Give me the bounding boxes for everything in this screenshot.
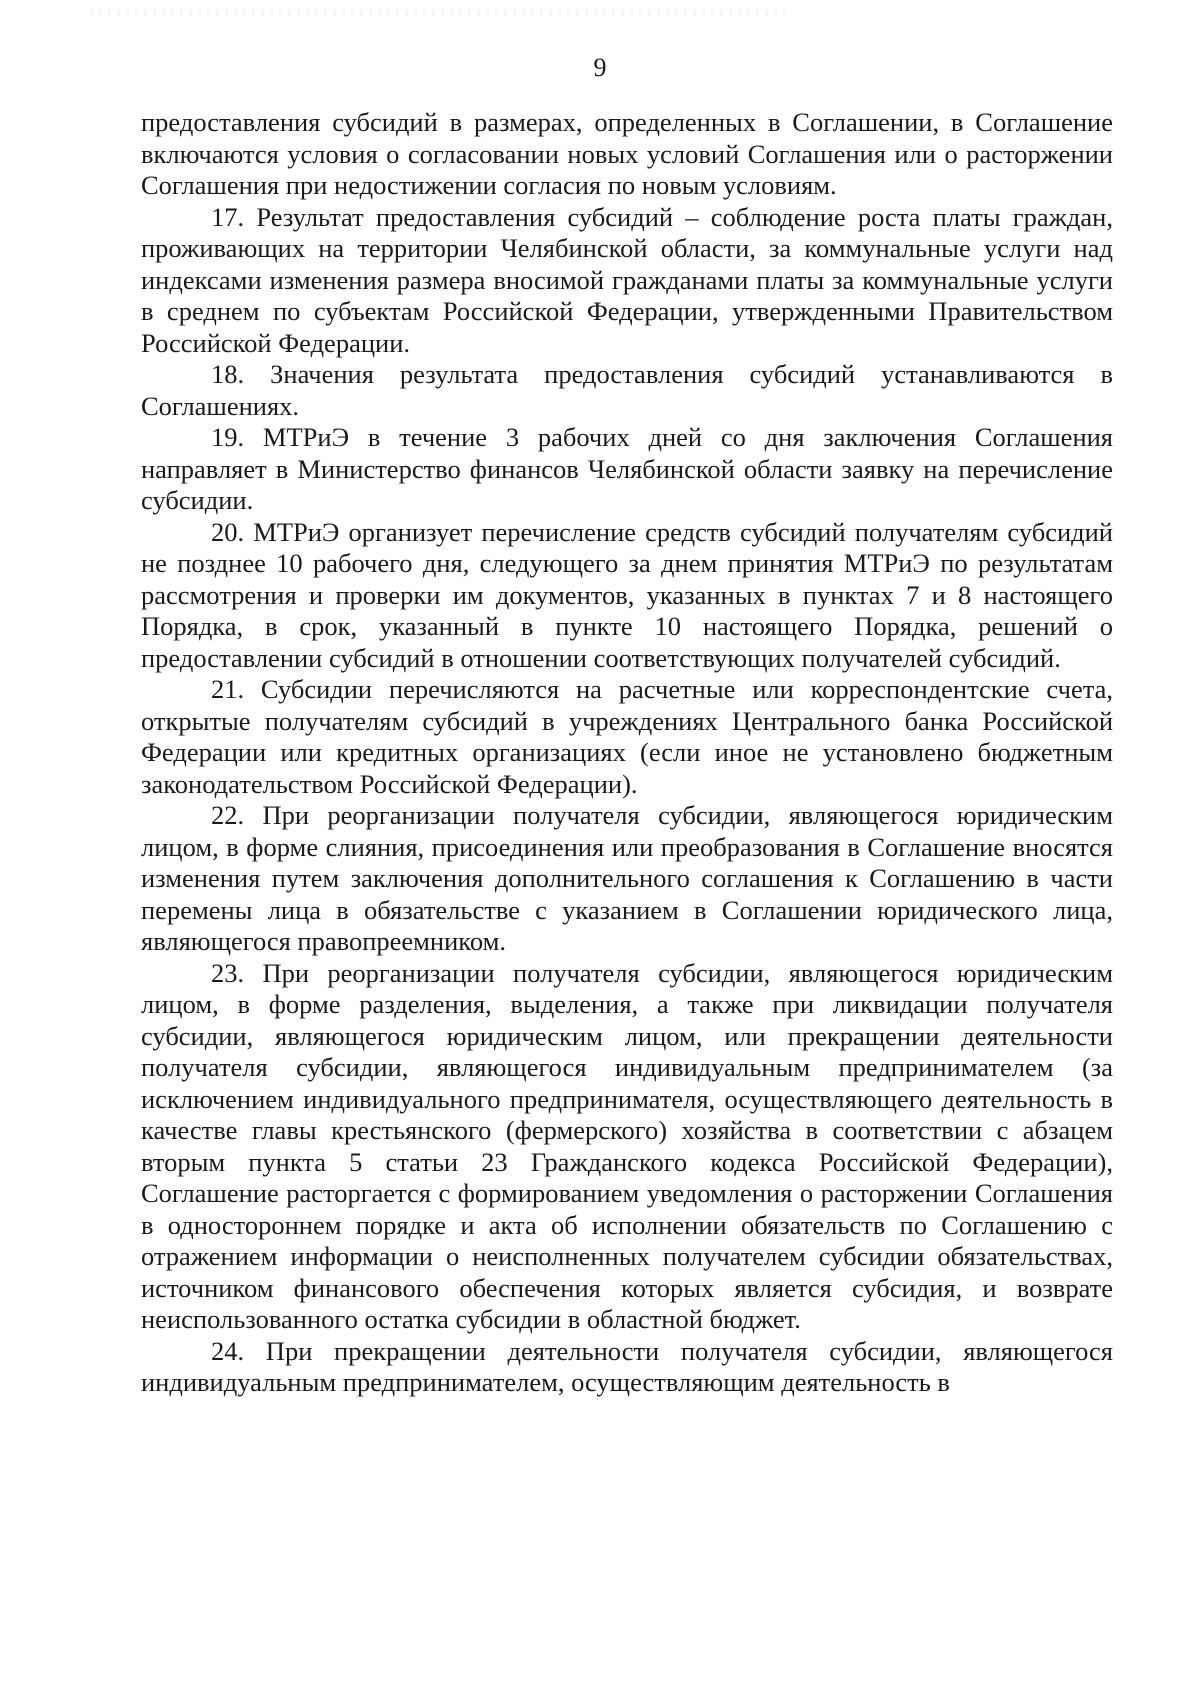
paragraph-22: 22. При реорганизации получателя субсидии, являющегося юридическим лицом, в форме слияния, присоединения или преобразования в Соглашение вносятся изменения путем заключения дополнительного соглашения к Соглашению в части перемены лица в обязательстве с указанием в Соглашении юридического лица, являющегося правопреемником. [141, 800, 1113, 956]
paragraph-21: 21. Субсидии перечисляются на расчетные или корреспондентские счета, открытые получателям субсидий в учреждениях Центрального банка Российской Федерации или кредитных организациях (если иное не установлено бюджетным законодательством Российской Федерации). [141, 674, 1113, 799]
paragraph-18: 18. Значения результата предоставления субсидий устанавливаются в Соглашениях. [141, 359, 1113, 421]
paragraph-continuation: предоставления субсидий в размерах, определенных в Соглашении, в Соглашение включаются условия о согласовании новых условий Соглашения или о расторжении Соглашения при недостижении согласия по новым условиям. [141, 107, 1113, 200]
paragraph-17: 17. Результат предоставления субсидий – соблюдение роста платы граждан, проживающих на территории Челябинской области, за коммунальные услуги над индексами изменения размера вносимой гражданами платы за коммунальные услуги в среднем по субъектам Российской Федерации, утвержденными Правительством Российской Федерации. [141, 201, 1113, 358]
paragraph-23: 23. При реорганизации получателя субсидии, являющегося юридическим лицом, в форме разделения, выделения, а также при ликвидации получателя субсидии, являющегося юридическим лицом, или прекращении деятельности получателя субсидии, являющегося индивидуальным предпринимателем (за исключением индивидуального предпринимателя, осуществляющего деятельность в качестве главы крестьянского (фермерского) хозяйства в соответствии с абзацем вторым пункта 5 статьи 23 Гражданского кодекса Российской Федерации), Соглашение расторгается с формированием уведомления о расторжении Соглашения в одностороннем порядке и акта об исполнении обязательств по Соглашению с отражением информации о неисполненных получателем субсидии обязательствах, источником финансового обеспечения которых является субсидия, и возврате неиспользованного остатка субсидии в областной бюджет. [141, 957, 1113, 1334]
scan-artifact [90, 10, 790, 16]
paragraph-20: 20. МТРиЭ организует перечисление средств субсидий получателям субсидий не позднее 10 рабочего дня, следующего за днем принятия МТРиЭ по результатам рассмотрения и проверки им документов, указанных в пунктах 7 и 8 настоящего Порядка, в срок, указанный в пункте 10 настоящего Порядка, решений о предоставлении субсидий в отношении соответствующих получателей субсидий. [141, 516, 1113, 673]
paragraph-24: 24. При прекращении деятельности получателя субсидии, являющегося индивидуальным предпринимателем, осуществляющим деятельность в [141, 1335, 1113, 1397]
page-number: 9 [593, 53, 607, 82]
paragraph-19: 19. МТРиЭ в течение 3 рабочих дней со дня заключения Соглашения направляет в Министерство финансов Челябинской области заявку на перечисление субсидии. [141, 422, 1113, 515]
document-body [141, 107, 1113, 1399]
